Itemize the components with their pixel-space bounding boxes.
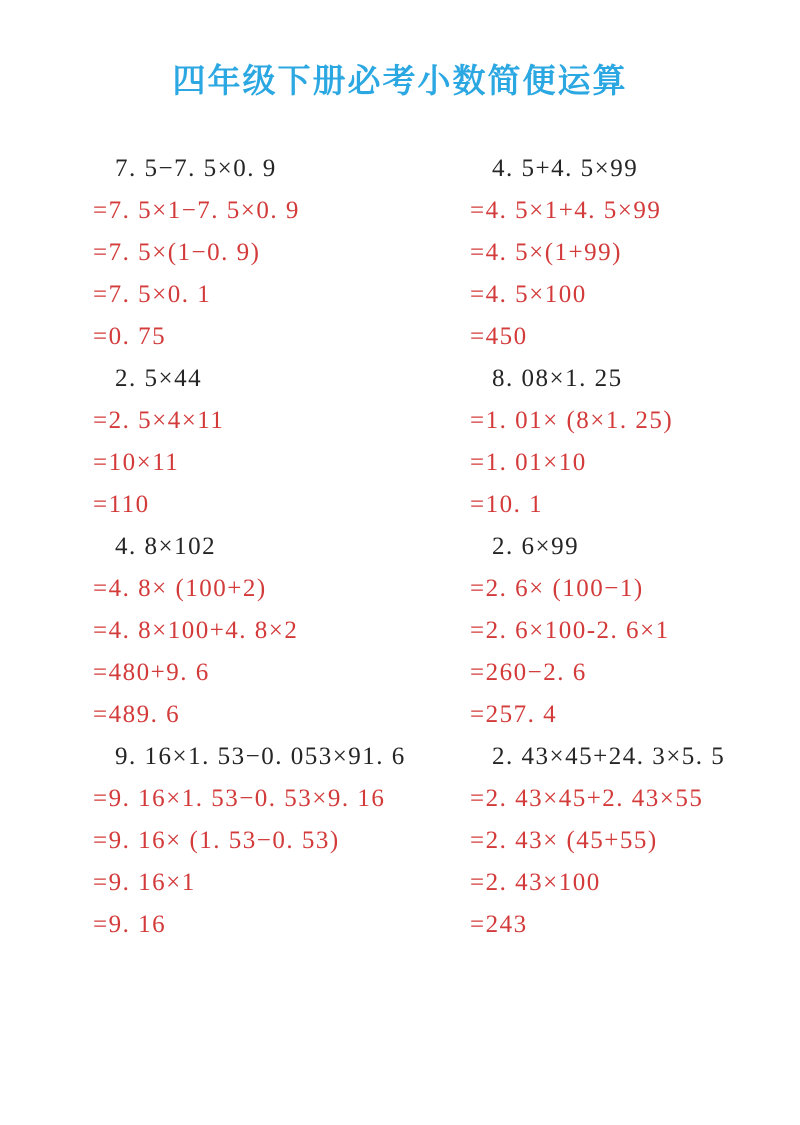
problem-block: [93, 358, 470, 526]
solution-step: =243: [470, 911, 528, 938]
problem-expression: 2. 43×45+24. 3×5. 5: [492, 743, 726, 770]
solution-step: =7. 5×0. 1: [93, 281, 212, 308]
problem-block: [470, 736, 800, 946]
solution-step: =1. 01×10: [470, 449, 587, 476]
problem-block: [470, 148, 800, 358]
solution-step: =2. 6×100-2. 6×1: [470, 617, 670, 644]
solution-step: =1. 01× (8×1. 25): [470, 407, 674, 434]
problem-block: [93, 148, 470, 358]
problem-block: [93, 526, 470, 736]
solution-step: =489. 6: [93, 701, 181, 728]
problem-expression: 7. 5−7. 5×0. 9: [115, 155, 277, 182]
solution-step: =10×11: [93, 449, 180, 476]
page-title: 四年级下册必考小数简便运算: [172, 62, 628, 99]
problem-block: [93, 736, 470, 946]
solution-step: =480+9. 6: [93, 659, 210, 686]
solution-step: =4. 5×1+4. 5×99: [470, 197, 662, 224]
solution-step: =2. 6× (100−1): [470, 575, 644, 602]
problem-block: [470, 358, 800, 526]
solution-step: =9. 16: [93, 911, 167, 938]
solution-step: =10. 1: [470, 491, 544, 518]
solution-step: =450: [470, 323, 528, 350]
solution-step: =7. 5×(1−0. 9): [93, 239, 261, 266]
solution-step: =2. 43×45+2. 43×55: [470, 785, 704, 812]
solution-step: =0. 75: [93, 323, 167, 350]
solution-step: =260−2. 6: [470, 659, 587, 686]
solution-step: =2. 43×100: [470, 869, 601, 896]
solution-step: =257. 4: [470, 701, 558, 728]
left-column: [93, 148, 470, 946]
worksheet-page: [0, 58, 800, 946]
problem-expression: 2. 5×44: [115, 365, 203, 392]
solution-step: =4. 5×(1+99): [470, 239, 622, 266]
right-column: [470, 148, 800, 946]
solution-step: =9. 16×1. 53−0. 53×9. 16: [93, 785, 386, 812]
solution-step: =9. 16× (1. 53−0. 53): [93, 827, 340, 854]
problem-block: [470, 526, 800, 736]
problem-expression: 4. 8×102: [115, 533, 217, 560]
solution-step: =4. 5×100: [470, 281, 587, 308]
solution-step: =2. 5×4×11: [93, 407, 225, 434]
problem-expression: 8. 08×1. 25: [492, 365, 623, 392]
worksheet-body: [0, 148, 800, 946]
solution-step: =7. 5×1−7. 5×0. 9: [93, 197, 300, 224]
solution-step: =2. 43× (45+55): [470, 827, 658, 854]
solution-step: =4. 8× (100+2): [93, 575, 267, 602]
solution-step: =4. 8×100+4. 8×2: [93, 617, 299, 644]
problem-expression: 2. 6×99: [492, 533, 580, 560]
solution-step: =110: [93, 491, 150, 518]
solution-step: =9. 16×1: [93, 869, 196, 896]
problem-expression: 9. 16×1. 53−0. 053×91. 6: [115, 743, 406, 770]
problem-expression: 4. 5+4. 5×99: [492, 155, 639, 182]
